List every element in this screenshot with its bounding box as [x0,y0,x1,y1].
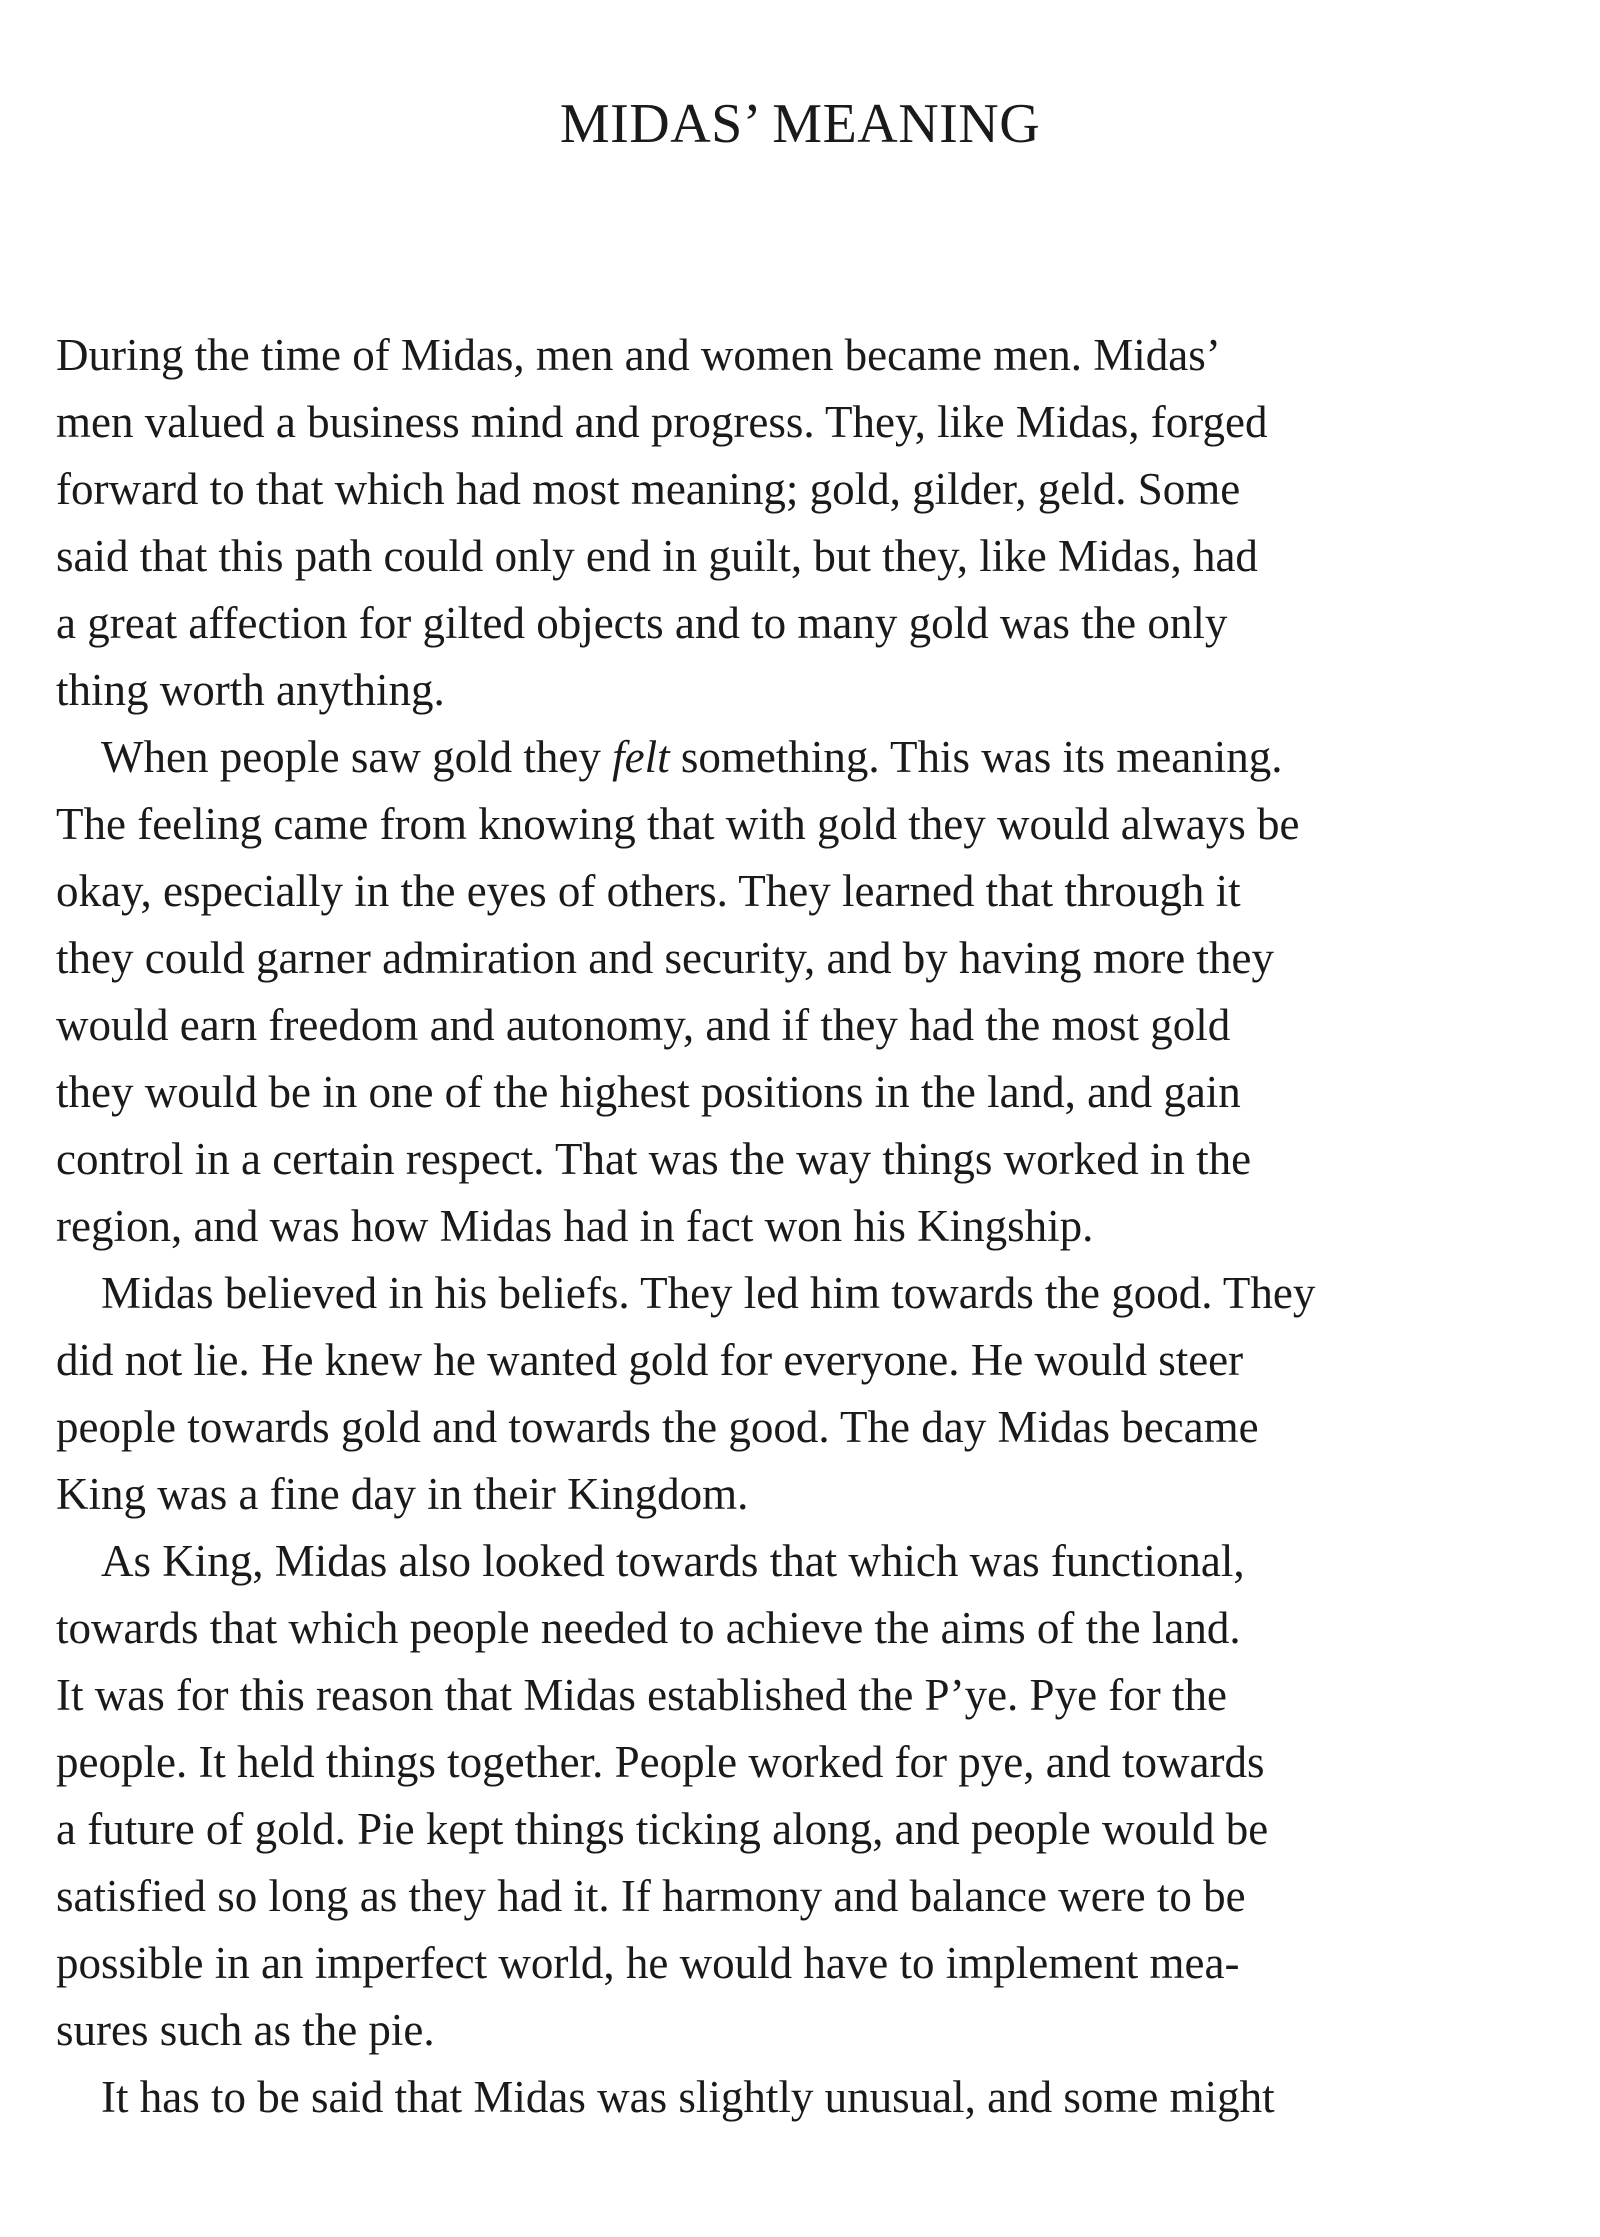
text-line: people. It held things together. People worked for pye, and towards [56,1737,1265,1787]
text-line: The feeling came from knowing that with gold they would always be [56,799,1300,849]
text-line: control in a certain respect. That was the way things worked in the [56,1134,1252,1184]
text-line: would earn freedom and autonomy, and if they had the most gold [56,1000,1231,1050]
text-line: said that this path could only end in guilt, but they, like Midas, had [56,531,1258,581]
text-line: possible in an imperfect world, he would have to implement mea- [56,1938,1240,1988]
text-line: It was for this reason that Midas established the P’ye. Pye for the [56,1670,1227,1720]
text-line: satisfied so long as they had it. If harmony and balance were to be [56,1871,1246,1921]
text-line: men valued a business mind and progress. They, like Midas, forged [56,397,1268,447]
text-line: sures such as the pie. [56,2005,435,2055]
chapter-body [56,322,1556,2131]
text-line: a great affection for gilted objects and to many gold was the only [56,598,1228,648]
paragraph [56,1260,1556,1528]
text-line: King was a fine day in their Kingdom. [56,1469,749,1519]
text-line: they could garner admiration and security, and by having more they [56,933,1274,983]
text-line [56,724,1556,791]
paragraph [56,724,1556,1260]
text-line: people towards gold and towards the good. The day Midas became [56,1402,1259,1452]
text-line: towards that which people needed to achieve the aims of the land. [56,1603,1241,1653]
text-line: thing worth anything. [56,665,445,715]
text-line: forward to that which had most meaning; gold, gilder, geld. Some [56,464,1241,514]
text-line: okay, especially in the eyes of others. They learned that through it [56,866,1241,916]
text-line: Midas believed in his beliefs. They led him towards the good. They [101,1268,1316,1318]
text-run: something. This was its meaning. [669,732,1283,782]
emphasis-word: felt [612,732,670,782]
paragraph [56,2064,1556,2131]
paragraph [56,1528,1556,2064]
text-line: As King, Midas also looked towards that which was functional, [101,1536,1245,1586]
text-line: a future of gold. Pie kept things ticking along, and people would be [56,1804,1269,1854]
text-line: they would be in one of the highest positions in the land, and gain [56,1067,1241,1117]
chapter-title: MIDAS’ MEANING [559,93,1041,155]
text-line: did not lie. He knew he wanted gold for everyone. He would steer [56,1335,1244,1385]
text-run: When people saw gold they [101,732,613,782]
text-line: During the time of Midas, men and women became men. Midas’ [56,330,1221,380]
text-line: It has to be said that Midas was slightly unusual, and some might [101,2072,1275,2122]
text-line: region, and was how Midas had in fact won his Kingship. [56,1201,1094,1251]
paragraph [56,322,1556,724]
